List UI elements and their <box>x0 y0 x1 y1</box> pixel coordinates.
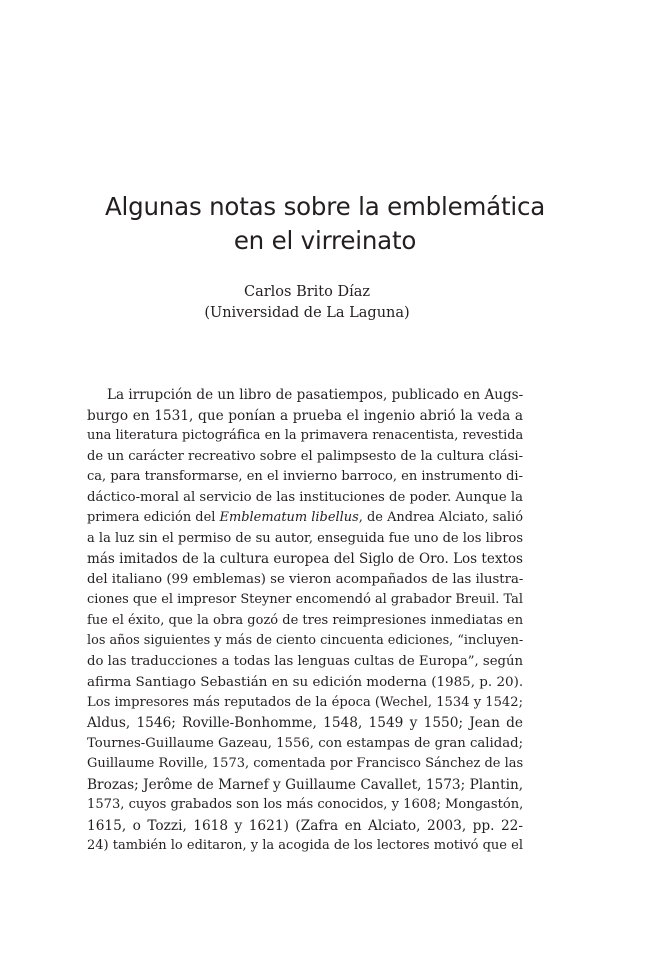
text-run: , de Andrea Alciato, salió <box>358 510 523 525</box>
text-line: a la luz sin el permiso de su autor, enseguida fue uno de los libros <box>87 530 523 546</box>
text-line: Tournes-Guillaume Gazeau, 1556, con estampas de gran calidad; <box>87 735 524 751</box>
text-line: del italiano (99 emblemas) se vieron acompañados de las ilustra- <box>87 571 524 587</box>
author-block <box>0 282 614 324</box>
text-line: dáctico-moral al servicio de las instituciones de poder. Aunque la <box>87 489 523 505</box>
title-line-1: Algunas notas sobre la emblemática <box>104 192 546 221</box>
text-line: ciones que el impresor Steyner encomendó al grabador Breuil. Tal <box>87 592 523 607</box>
book-title-italic: Emblematum libellus <box>219 510 359 525</box>
text-line: do las traducciones a todas las lenguas cultas de Europa”, según <box>87 653 524 669</box>
text-line: de un carácter recreativo sobre el palimpsesto de la cultura clási- <box>87 448 523 464</box>
text-line: más imitados de la cultura europea del Siglo de Oro. Los textos <box>87 551 523 567</box>
title-line-2: en el virreinato <box>233 226 417 255</box>
text-line: Los impresores más reputados de la época (Wechel, 1534 y 1542; <box>87 694 523 710</box>
text-line: 1615, o Tozzi, 1618 y 1621) (Zafra en Alciato, 2003, pp. 22- <box>87 817 523 834</box>
text-line: afirma Santiago Sebastián en su edición moderna (1985, p. 20). <box>87 674 524 690</box>
text-line: 24) también lo editaron, y la acogida de los lectores motivó que el <box>87 838 523 853</box>
text-line: 1573, cuyos grabados son los más conocidos, y 1608; Mongastón, <box>87 797 524 812</box>
text-run: primera edición del <box>87 510 220 525</box>
text-line: La irrupción de un libro de pasatiempos, publicado en Augs- <box>107 387 524 403</box>
body-paragraph <box>87 385 523 857</box>
article-title <box>0 190 650 258</box>
text-line: burgo en 1531, que ponían a prueba el ingenio abrió la veda a <box>87 407 523 424</box>
text-line: Brozas; Jerôme de Marnef y Guillaume Cavallet, 1573; Plantin, <box>87 776 524 793</box>
text-line: Guillaume Roville, 1573, comentada por Francisco Sánchez de las <box>87 756 524 771</box>
author-affiliation: (Universidad de La Laguna) <box>204 305 410 321</box>
text-line: los años siguientes y más de ciento cincuenta ediciones, “incluyen- <box>87 633 524 648</box>
author-name: Carlos Brito Díaz <box>243 284 371 300</box>
text-line: una literatura pictográfica en la primavera renacentista, revestida <box>87 428 524 443</box>
text-line: fue el éxito, que la obra gozó de tres reimpresiones inmediatas en <box>87 612 524 628</box>
text-line: Aldus, 1546; Roville-Bonhomme, 1548, 1549 y 1550; Jean de <box>87 715 523 731</box>
text-line <box>87 508 523 529</box>
text-line: ca, para transformarse, en el invierno barroco, en instrumento di- <box>87 469 523 484</box>
